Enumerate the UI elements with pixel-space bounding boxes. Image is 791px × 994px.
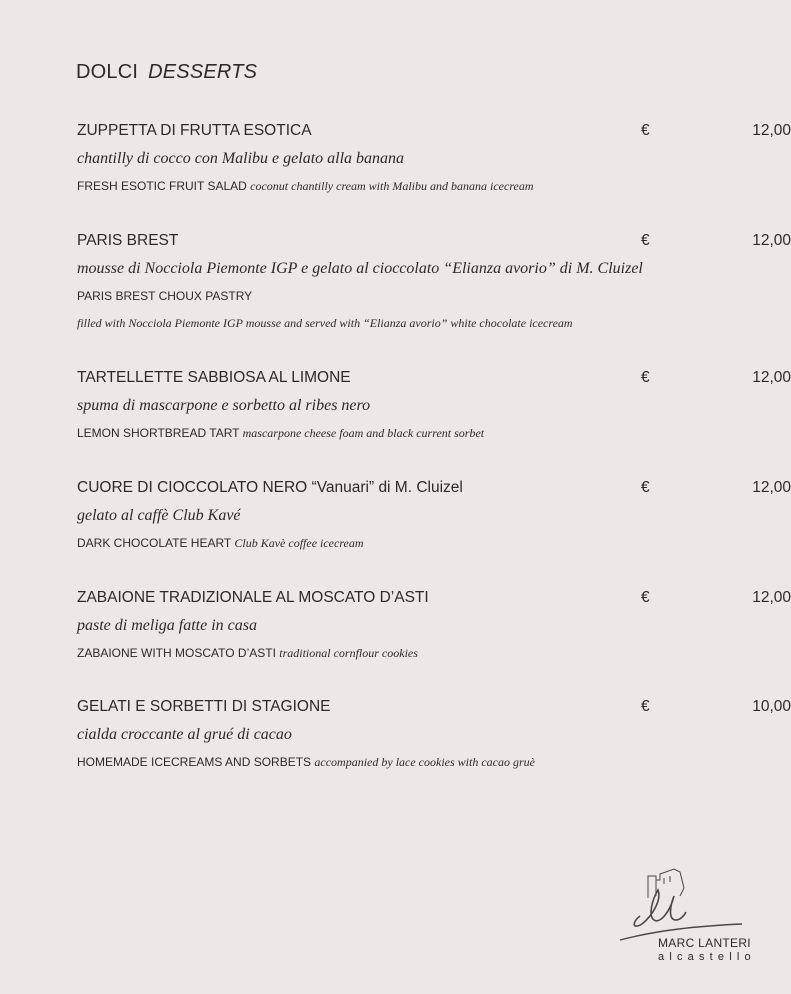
restaurant-logo <box>618 866 756 966</box>
menu-item <box>77 368 791 441</box>
dish-description-italian: chantilly di cocco con Malibu e gelato alla banana <box>77 150 405 167</box>
page-title <box>76 61 257 84</box>
dish-english <box>77 425 717 441</box>
dish-description-english: coconut chantilly cream with Malibu and banana icecream <box>250 179 534 193</box>
dish-price <box>637 231 791 251</box>
currency-symbol: € <box>641 232 650 249</box>
price-amount: 12,00 <box>752 122 791 139</box>
dish-description-italian: cialda croccante al grué di cacao <box>77 726 292 743</box>
dish-title-english: HOMEMADE ICECREAMS AND SORBETS <box>77 755 312 769</box>
section-title: DOLCI <box>76 61 139 83</box>
dish-description-italian: spuma di mascarpone e sorbetto al ribes nero <box>77 397 371 414</box>
price-amount: 12,00 <box>752 369 791 386</box>
currency-symbol: € <box>641 122 650 139</box>
dish-title: PARIS BREST <box>77 232 179 249</box>
dish-title: CUORE DI CIOCCOLATO NERO “Vanuari” di M. Cluizel <box>77 479 463 496</box>
dish-price <box>637 121 791 141</box>
currency-symbol: € <box>641 369 650 386</box>
dish-price <box>637 478 791 498</box>
dish-title-english: LEMON SHORTBREAD TART <box>77 426 240 440</box>
dish-title-english: DARK CHOCOLATE HEART <box>77 536 232 550</box>
menu-item <box>77 588 791 661</box>
dish-title: TARTELLETTE SABBIOSA AL LIMONE <box>77 369 351 386</box>
dish-description-italian: paste di meliga fatte in casa <box>77 617 257 634</box>
dish-description-english: filled with Nocciola Piemonte IGP mousse and served with “Elianza avorio” white chocolate icecream <box>77 316 573 330</box>
menu-item <box>77 231 791 331</box>
dish-description-english: mascarpone cheese foam and black current sorbet <box>242 426 485 440</box>
price-amount: 12,00 <box>752 589 791 606</box>
menu-item <box>77 697 791 770</box>
logo-subtitle: alcastello <box>658 951 756 963</box>
price-amount: 12,00 <box>752 232 791 249</box>
dish-english <box>77 535 717 551</box>
logo-name: MARC LANTERI <box>658 936 751 950</box>
menu-item <box>77 478 791 551</box>
menu-item <box>77 121 791 194</box>
dish-price <box>637 588 791 608</box>
dish-description-italian: gelato al caffè Club Kavé <box>77 507 241 524</box>
currency-symbol: € <box>641 479 650 496</box>
dish-title: ZABAIONE TRADIZIONALE AL MOSCATO D’ASTI <box>77 589 429 606</box>
dish-description-english: accompanied by lace cookies with cacao gruè <box>314 755 535 769</box>
dish-price <box>637 368 791 388</box>
dish-english <box>77 754 717 770</box>
currency-symbol: € <box>641 589 650 606</box>
section-subtitle: DESSERTS <box>148 61 258 83</box>
dish-title: GELATI E SORBETTI DI STAGIONE <box>77 698 331 715</box>
dish-description-english: Club Kavè coffee icecream <box>234 536 364 550</box>
dish-title-english: PARIS BREST CHOUX PASTRY <box>77 289 253 303</box>
dish-title-english: FRESH ESOTIC FRUIT SALAD <box>77 179 247 193</box>
currency-symbol: € <box>641 698 650 715</box>
dish-price <box>637 697 791 717</box>
dish-english <box>77 178 717 194</box>
dish-description-english: traditional cornflour cookies <box>279 646 418 660</box>
dish-english <box>77 645 717 661</box>
price-amount: 10,00 <box>752 698 791 715</box>
dish-title: ZUPPETTA DI FRUTTA ESOTICA <box>77 122 312 139</box>
price-amount: 12,00 <box>752 479 791 496</box>
dish-description-italian: mousse di Nocciola Piemonte IGP e gelato al cioccolato “Elianza avorio” di M. Cluizel <box>77 260 643 277</box>
castle-monogram-icon <box>618 866 742 938</box>
dish-title-english: ZABAIONE WITH MOSCATO D’ASTI <box>77 646 276 660</box>
